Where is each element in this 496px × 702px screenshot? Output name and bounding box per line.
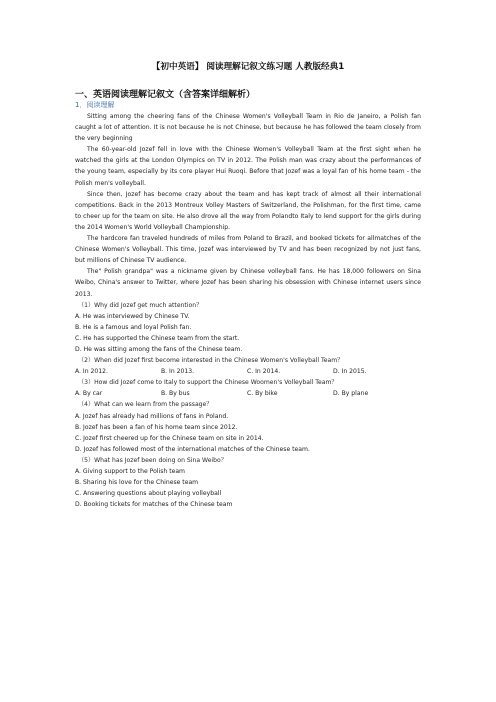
paragraph: Since then, Jozef has become crazy about the team and has kept track of almost all their international competitions. Back in the 2013 Montreux Volley Masters of Switzerland, the Polishman, for the first time, came to cheer up for the team on site. He also drove all the way from Polandto Italy to lend support for the girls during the 2014 Women's World Volleyball Championship. [75, 190, 421, 231]
answer-option: B. In 2013. [161, 368, 195, 376]
paragraph: The hardcore fan traveled hundreds of miles from Poland to Brazil, and booked tickets for allmatches of the Chinese Women's Volleyball. This time, Jozef was interviewed by TV and has been recognized by not just fans, but millions of Chinese TV audience. [75, 235, 421, 265]
answer-option: C. Answering questions about playing volleyball [75, 490, 222, 498]
answer-options-row [75, 366, 421, 377]
answer-option: D. By plane [333, 390, 369, 398]
answer-option: B. By bus [161, 390, 190, 398]
paragraph: The" Polish grandpa" was a nickname given by Chinese volleyball fans. He has 18,000 followers on Sina Weibo, China's answer to Twitter, where Jozef has been sharing his obsession with Chinese internet users since 2013. [75, 268, 421, 298]
answer-option: B. Sharing his love for the Chinese team [75, 479, 199, 487]
paragraph: Sitting among the cheering fans of the Chinese Women's Volleyball Team in Rio de Janeiro, a Polish fan caught a lot of attention. It is not because he is not Chinese, but because he has followed the team closely from the very beginning [75, 113, 421, 143]
answer-option: D. Booking tickets for matches of the Chinese team [75, 501, 233, 509]
answer-option: B. He is a famous and loyal Polish fan. [75, 323, 192, 331]
document-body [75, 111, 421, 510]
answer-option: D. In 2015. [333, 368, 367, 376]
section-heading: 一、英语阅读理解记叙文（含答案详细解析） [75, 90, 256, 100]
page-title: 【初中英语】 阅读理解记叙文练习题 人教版经典1 [151, 62, 345, 72]
answer-option: A. By car [75, 390, 103, 398]
paragraph: The 60-year-old Jozef fell in love with the Chinese Women's Volleyball Team at the first sight when he watched the girls at the London Olympics on TV in 2012. The Polish man was crazy about the performances of the young team, especially by its core player Hui Ruoqi. Before that Jozef was a loyal fan of his home team - the Polish men's volleyball. [75, 146, 421, 187]
question: （2）When did Jozef first become interested in the Chinese Women's Volleyball Team？ [78, 357, 344, 365]
answer-option: B. Jozef has been a fan of his home team since 2012. [75, 423, 238, 431]
subheading: 1．阅读理解 [75, 101, 115, 109]
answer-option: D. Jozef has followed most of the international matches of the Chinese team. [75, 445, 310, 453]
answer-option: C. In 2014. [247, 368, 281, 376]
answer-option: C. By bike [247, 390, 278, 398]
answer-option: D. He was sitting among the fans of the Chinese team. [75, 345, 243, 353]
answer-options-row [75, 388, 421, 399]
answer-option: A. Giving support to the Polish team [75, 468, 185, 475]
question: （1）Why did Jozef get much attention？ [78, 301, 203, 309]
answer-option: C. Jozef first cheered up for the Chinese team on site in 2014. [75, 434, 264, 442]
answer-option: A. Jozef has already had millions of fans in Poland. [75, 412, 229, 420]
question: （4）What can we learn from the passage？ [78, 401, 213, 409]
answer-option: C. He has supported the Chinese team from the start. [75, 334, 240, 342]
question: （3）How did Jozef come to Italy to support the Chinese Woomen's Volleyball Team？ [78, 379, 338, 387]
answer-option: A. In 2012. [75, 368, 108, 376]
question: （5）What has Jozef been doing on Sina Weibo？ [78, 456, 227, 464]
answer-option: A. He was interviewed by Chinese TV. [75, 312, 190, 320]
